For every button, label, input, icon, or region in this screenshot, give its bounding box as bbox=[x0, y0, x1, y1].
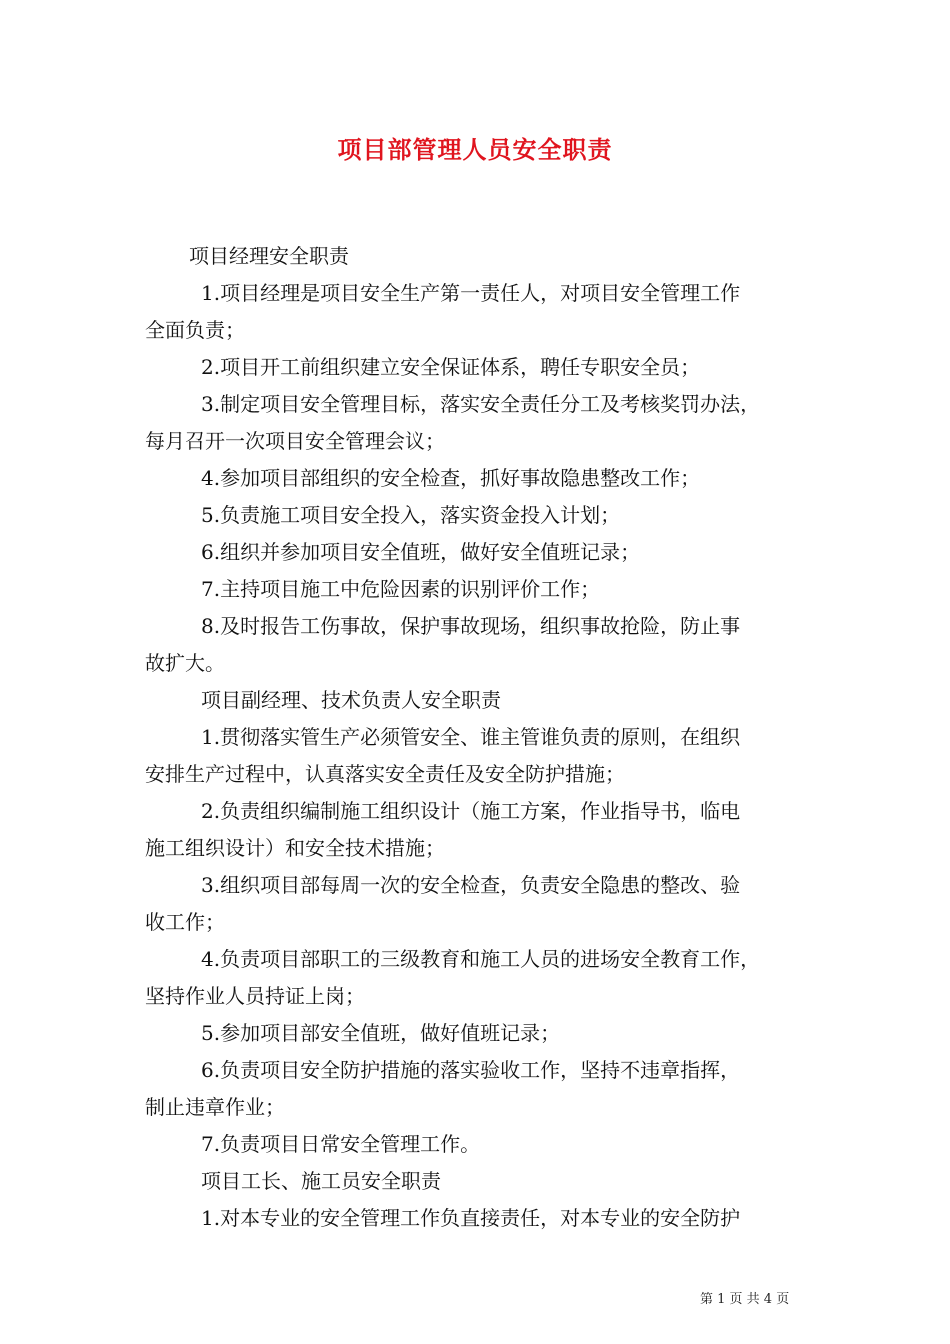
document-body bbox=[145, 238, 815, 1237]
list-item: 2.项目开工前组织建立安全保证体系，聘任专职安全员； bbox=[201, 355, 701, 379]
list-item: 5.负责施工项目安全投入，落实资金投入计划； bbox=[201, 503, 621, 527]
list-item: 2.负责组织编制施工组织设计（施工方案，作业指导书，临电 bbox=[201, 799, 741, 823]
list-item: 6.负责项目安全防护措施的落实验收工作，坚持不违章指挥， bbox=[201, 1058, 741, 1082]
document-title: 项目部管理人员安全职责 bbox=[337, 135, 613, 164]
list-item-continuation: 收工作； bbox=[145, 910, 225, 934]
list-item-continuation: 制止违章作业； bbox=[145, 1095, 285, 1119]
list-item: 3.制定项目安全管理目标，落实安全责任分工及考核奖罚办法， bbox=[201, 392, 761, 416]
list-item-continuation: 每月召开一次项目安全管理会议； bbox=[145, 429, 445, 453]
list-item: 1.项目经理是项目安全生产第一责任人，对项目安全管理工作 bbox=[201, 281, 741, 305]
list-item: 7.负责项目日常安全管理工作。 bbox=[201, 1132, 481, 1156]
section-heading: 项目经理安全职责 bbox=[189, 244, 349, 268]
list-item: 1.对本专业的安全管理工作负直接责任，对本专业的安全防护 bbox=[201, 1206, 741, 1230]
list-item-continuation: 故扩大。 bbox=[145, 651, 225, 675]
list-item: 7.主持项目施工中危险因素的识别评价工作； bbox=[201, 577, 601, 601]
list-item: 5.参加项目部安全值班，做好值班记录； bbox=[201, 1021, 561, 1045]
list-item-continuation: 全面负责； bbox=[145, 318, 245, 342]
list-item: 8.及时报告工伤事故，保护事故现场，组织事故抢险，防止事 bbox=[201, 614, 741, 638]
list-item-continuation: 安排生产过程中，认真落实安全责任及安全防护措施； bbox=[145, 762, 625, 786]
list-item-continuation: 施工组织设计）和安全技术措施； bbox=[145, 836, 445, 860]
list-item: 6.组织并参加项目安全值班，做好安全值班记录； bbox=[201, 540, 641, 564]
list-item: 4.参加项目部组织的安全检查，抓好事故隐患整改工作； bbox=[201, 466, 701, 490]
list-item: 1.贯彻落实管生产必须管安全、谁主管谁负责的原则，在组织 bbox=[201, 725, 741, 749]
section-heading: 项目副经理、技术负责人安全职责 bbox=[201, 688, 501, 712]
list-item: 3.组织项目部每周一次的安全检查，负责安全隐患的整改、验 bbox=[201, 873, 741, 897]
list-item-continuation: 坚持作业人员持证上岗； bbox=[145, 984, 365, 1008]
section-heading: 项目工长、施工员安全职责 bbox=[201, 1169, 441, 1193]
page-number: 第 1 页 共 4 页 bbox=[700, 1292, 790, 1307]
list-item: 4.负责项目部职工的三级教育和施工人员的进场安全教育工作， bbox=[201, 947, 761, 971]
